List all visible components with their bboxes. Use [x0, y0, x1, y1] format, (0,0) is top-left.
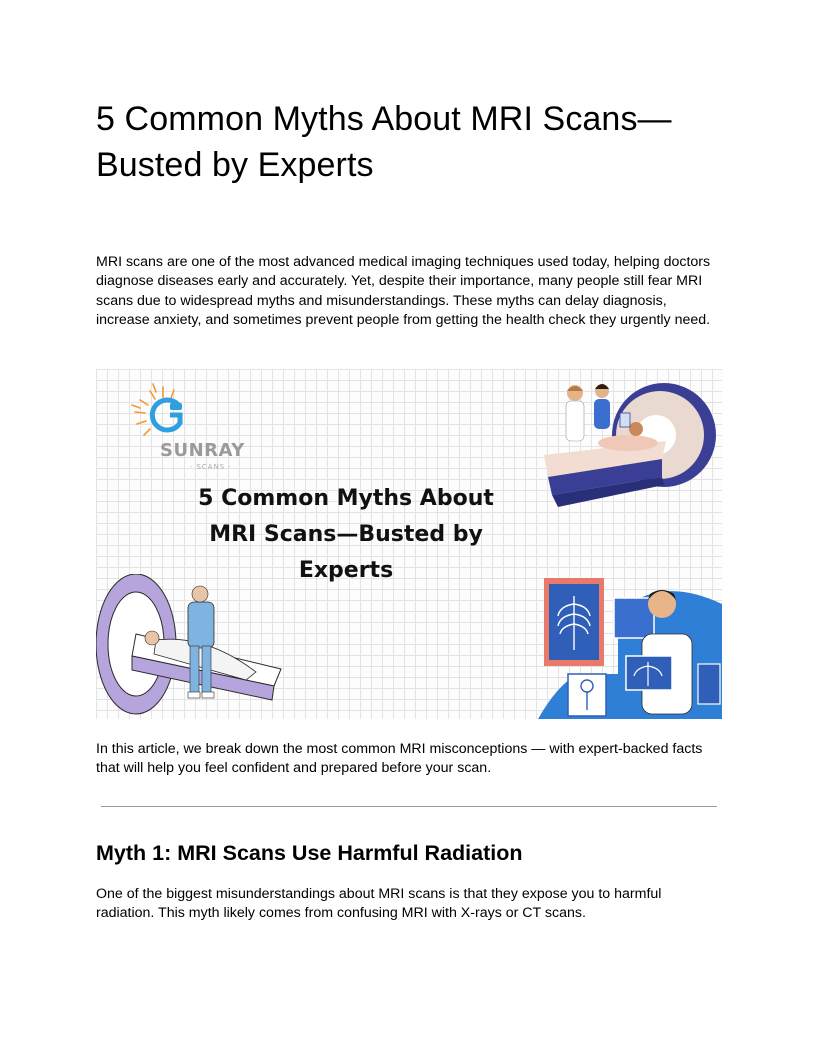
intro-paragraph: MRI scans are one of the most advanced medical imaging techniques used today, helping doctors diagnose diseases early and accurately. Yet, despite their importance, many people still fear MRI scans due to widespread myths and misunderstandings. These myths can delay diagnosis, increase anxiety, and sometimes prevent people from getting the health check they urgently need. — [96, 254, 711, 329]
banner-title: 5 Common Myths About MRI Scans—Busted by Experts — [198, 486, 494, 583]
mri-consultation-illustration — [536, 373, 716, 513]
myth1-heading: Myth 1: MRI Scans Use Harmful Radiation — [96, 841, 523, 865]
article-banner-image — [96, 369, 722, 719]
radiologist-xray-illustration — [538, 574, 722, 719]
horizontal-divider — [101, 806, 717, 807]
article-intro-paragraph: In this article, we break down the most common MRI misconceptions — with expert-backed facts that will help you feel confident and prepared before your scan. — [96, 741, 703, 777]
logo-wordmark: SUNRAY — [160, 440, 245, 461]
sunray-logo — [118, 379, 245, 471]
myth1-paragraph: One of the biggest misunderstandings about MRI scans is that they expose you to harmful radiation. This myth likely comes from confusing MRI with X-rays or CT scans. — [96, 886, 662, 922]
page-title: 5 Common Myths About MRI Scans—Busted by Experts — [96, 100, 672, 184]
logo-subtext: · SCANS · — [190, 463, 232, 471]
mri-machine-patient-illustration — [96, 574, 296, 719]
